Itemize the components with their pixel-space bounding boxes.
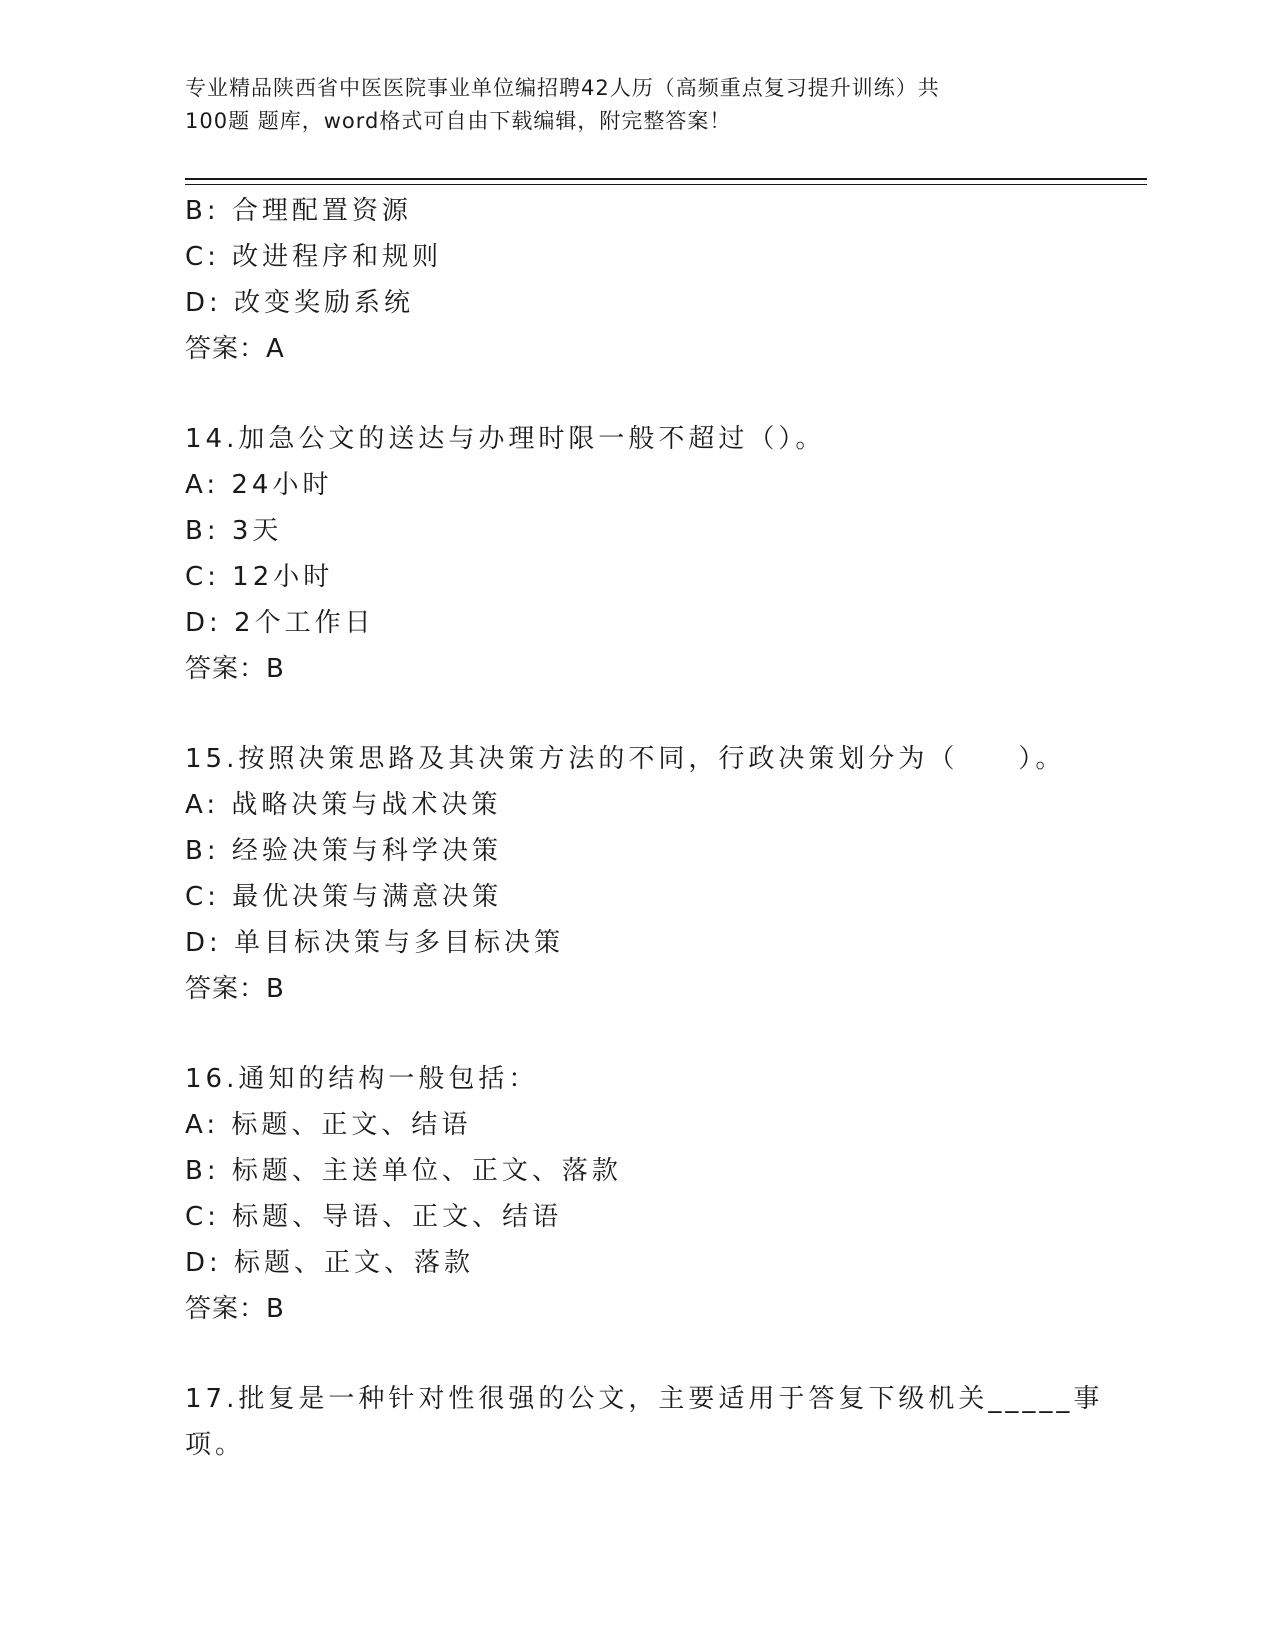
option-b: B: 经验决策与科学决策 xyxy=(185,836,502,866)
option-d: D: 改变奖励系统 xyxy=(185,288,415,318)
header-divider xyxy=(185,178,1147,180)
option-b: B: 3天 xyxy=(185,516,283,546)
question-stem: 16.通知的结构一般包括： xyxy=(185,1064,539,1094)
question-block-13 xyxy=(185,188,1147,372)
header-divider-thin xyxy=(185,184,1147,185)
option-a: A: 标题、正文、结语 xyxy=(185,1110,472,1140)
option-b: B: 标题、主送单位、正文、落款 xyxy=(185,1156,622,1186)
question-block-15 xyxy=(185,736,1147,1012)
option-d: D: 2个工作日 xyxy=(185,608,375,638)
option-d: D: 单目标决策与多目标决策 xyxy=(185,928,565,958)
document-header xyxy=(185,72,1065,138)
question-stem-line-2: 项。 xyxy=(185,1430,246,1460)
question-block-16 xyxy=(185,1056,1147,1332)
option-b: B: 合理配置资源 xyxy=(185,196,412,226)
question-block-17 xyxy=(185,1376,1147,1468)
question-list xyxy=(185,188,1147,1468)
option-d: D: 标题、正文、落款 xyxy=(185,1248,475,1278)
answer-line: 答案：B xyxy=(185,1294,285,1324)
option-a: A: 24小时 xyxy=(185,470,333,500)
option-c: C: 最优决策与满意决策 xyxy=(185,882,503,912)
header-line-2: 100题 题库，word格式可自由下载编辑，附完整答案！ xyxy=(185,109,732,133)
answer-line: 答案：B xyxy=(185,654,285,684)
option-c: C: 标题、导语、正文、结语 xyxy=(185,1202,563,1232)
answer-line: 答案：A xyxy=(185,334,285,364)
option-c: C: 12小时 xyxy=(185,562,334,592)
option-a: A: 战略决策与战术决策 xyxy=(185,790,502,820)
question-stem: 14.加急公文的送达与办理时限一般不超过（）。 xyxy=(185,424,826,454)
question-stem: 15.按照决策思路及其决策方法的不同，行政决策划分为（ ）。 xyxy=(185,744,1066,774)
question-block-14 xyxy=(185,416,1147,692)
header-line-1: 专业精品陕西省中医医院事业单位编招聘42人历（高频重点复习提升训练）共 xyxy=(185,76,940,100)
option-c: C: 改进程序和规则 xyxy=(185,242,443,272)
question-stem-line-1: 17.批复是一种针对性很强的公文，主要适用于答复下级机关_____事 xyxy=(185,1384,1104,1414)
answer-line: 答案：B xyxy=(185,974,285,1004)
